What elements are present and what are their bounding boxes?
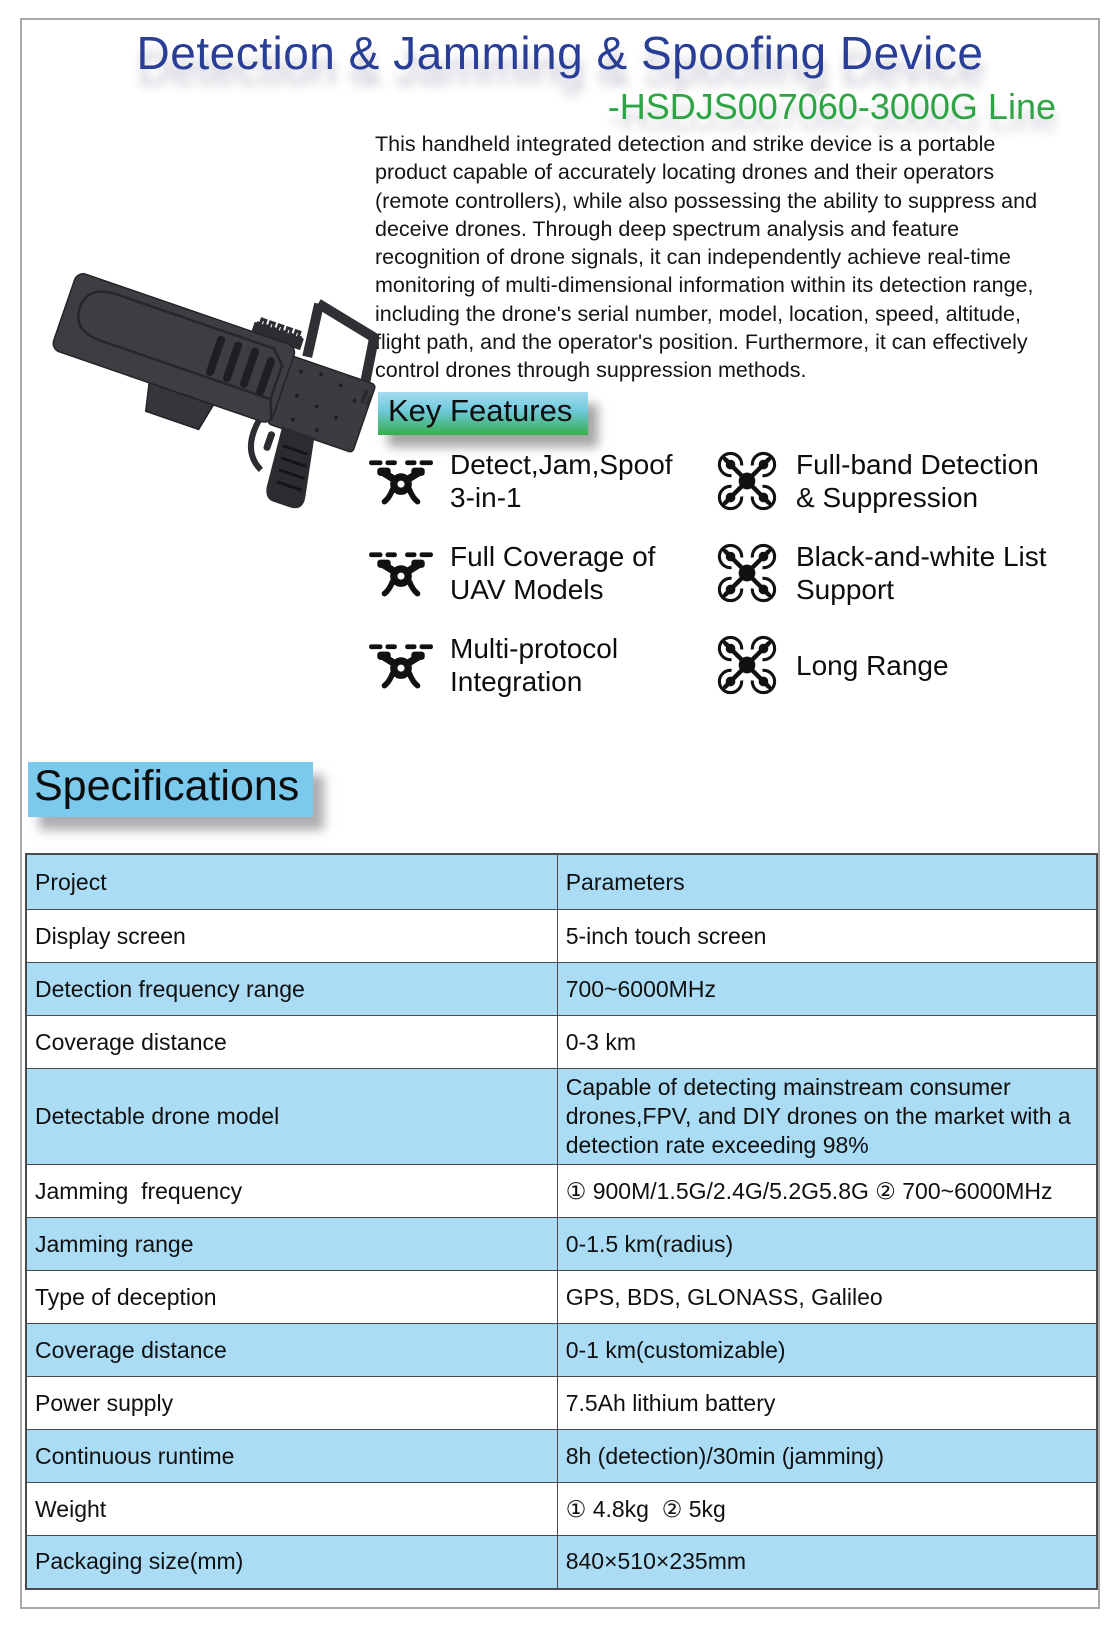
table-row bbox=[26, 1165, 1097, 1218]
feature-item bbox=[712, 447, 1072, 515]
spec-parameters: ① 4.8kg ② 5kg bbox=[557, 1483, 1097, 1536]
spec-project: Type of deception bbox=[26, 1271, 557, 1324]
spec-parameters: ① 900M/1.5G/2.4G/5.2G5.8G ② 700~6000MHz bbox=[557, 1165, 1097, 1218]
spec-project: Display screen bbox=[26, 910, 557, 963]
feature-item bbox=[366, 631, 712, 699]
feature-label: Full-band Detection & Suppression bbox=[796, 449, 1039, 513]
spec-project: Packaging size(mm) bbox=[26, 1536, 557, 1589]
spec-parameters: 8h (detection)/30min (jamming) bbox=[557, 1430, 1097, 1483]
feature-label: Black-and-white List Support bbox=[796, 541, 1047, 605]
drone-side-icon bbox=[366, 548, 436, 598]
spec-parameters: 0-1 km(customizable) bbox=[557, 1324, 1097, 1377]
spec-parameters: 5-inch touch screen bbox=[557, 910, 1097, 963]
spec-project: Jamming range bbox=[26, 1218, 557, 1271]
column-header-project: Project bbox=[26, 854, 557, 910]
spec-project: Continuous runtime bbox=[26, 1430, 557, 1483]
spec-project: Jamming frequency bbox=[26, 1165, 557, 1218]
spec-parameters: Capable of detecting mainstream consumer drones,FPV, and DIY drones on the market with a detection rate exceeding 98% bbox=[557, 1069, 1097, 1165]
feature-item bbox=[712, 631, 1072, 699]
drone-side-icon bbox=[366, 456, 436, 506]
spec-project: Coverage distance bbox=[26, 1324, 557, 1377]
column-header-parameters: Parameters bbox=[557, 854, 1097, 910]
feature-label: Multi-protocol Integration bbox=[450, 633, 619, 697]
feature-item bbox=[366, 447, 712, 515]
drone-top-icon bbox=[712, 634, 782, 696]
spec-parameters: GPS, BDS, GLONASS, Galileo bbox=[557, 1271, 1097, 1324]
model-number: -HSDJS007060-3000G Line bbox=[607, 86, 1056, 127]
feature-label: Full Coverage of UAV Models bbox=[450, 541, 656, 605]
table-row bbox=[26, 1271, 1097, 1324]
spec-parameters: 0-1.5 km(radius) bbox=[557, 1218, 1097, 1271]
product-photo-jammer-gun bbox=[42, 220, 382, 520]
table-row bbox=[26, 1536, 1097, 1589]
table-row bbox=[26, 1483, 1097, 1536]
product-description: This handheld integrated detection and strike device is a portable product capable of accurately locating drones and their operators (remote controllers), while also possessing the ability to suppress and deceive drones. Through deep spectrum analysis and feature recognition of drone signals, it can independently achieve real-time monitoring of multi-dimensional information within its detection range, including the drone's serial number, model, location, speed, altitude, flight path, and the operator's position. Furthermore, it can effectively control drones through suppression methods. bbox=[375, 132, 1038, 383]
specifications-heading: Specifications bbox=[28, 762, 313, 817]
table-row bbox=[26, 1324, 1097, 1377]
key-features-heading: Key Features bbox=[378, 392, 588, 435]
jammer-gun-illustration bbox=[42, 220, 382, 520]
spec-parameters: 0-3 km bbox=[557, 1016, 1097, 1069]
table-row bbox=[26, 1069, 1097, 1165]
page-title: Detection & Jamming & Spoofing Device bbox=[136, 27, 984, 79]
table-row bbox=[26, 1377, 1097, 1430]
drone-top-icon bbox=[712, 450, 782, 512]
table-header-row bbox=[26, 854, 1097, 910]
spec-project: Weight bbox=[26, 1483, 557, 1536]
drone-side-icon bbox=[366, 640, 436, 690]
feature-item bbox=[366, 539, 712, 607]
table-row bbox=[26, 963, 1097, 1016]
drone-top-icon bbox=[712, 542, 782, 604]
specifications-table bbox=[25, 853, 1098, 1590]
key-features-list bbox=[366, 447, 1072, 699]
spec-project: Power supply bbox=[26, 1377, 557, 1430]
feature-label: Long Range bbox=[796, 649, 949, 681]
feature-item bbox=[712, 539, 1072, 607]
table-row bbox=[26, 1016, 1097, 1069]
spec-parameters: 840×510×235mm bbox=[557, 1536, 1097, 1589]
spec-project: Detection frequency range bbox=[26, 963, 557, 1016]
spec-parameters: 7.5Ah lithium battery bbox=[557, 1377, 1097, 1430]
feature-label: Detect,Jam,Spoof 3-in-1 bbox=[450, 449, 673, 513]
spec-project: Detectable drone model bbox=[26, 1069, 557, 1165]
table-row bbox=[26, 1218, 1097, 1271]
spec-parameters: 700~6000MHz bbox=[557, 963, 1097, 1016]
spec-project: Coverage distance bbox=[26, 1016, 557, 1069]
table-row bbox=[26, 910, 1097, 963]
table-row bbox=[26, 1430, 1097, 1483]
